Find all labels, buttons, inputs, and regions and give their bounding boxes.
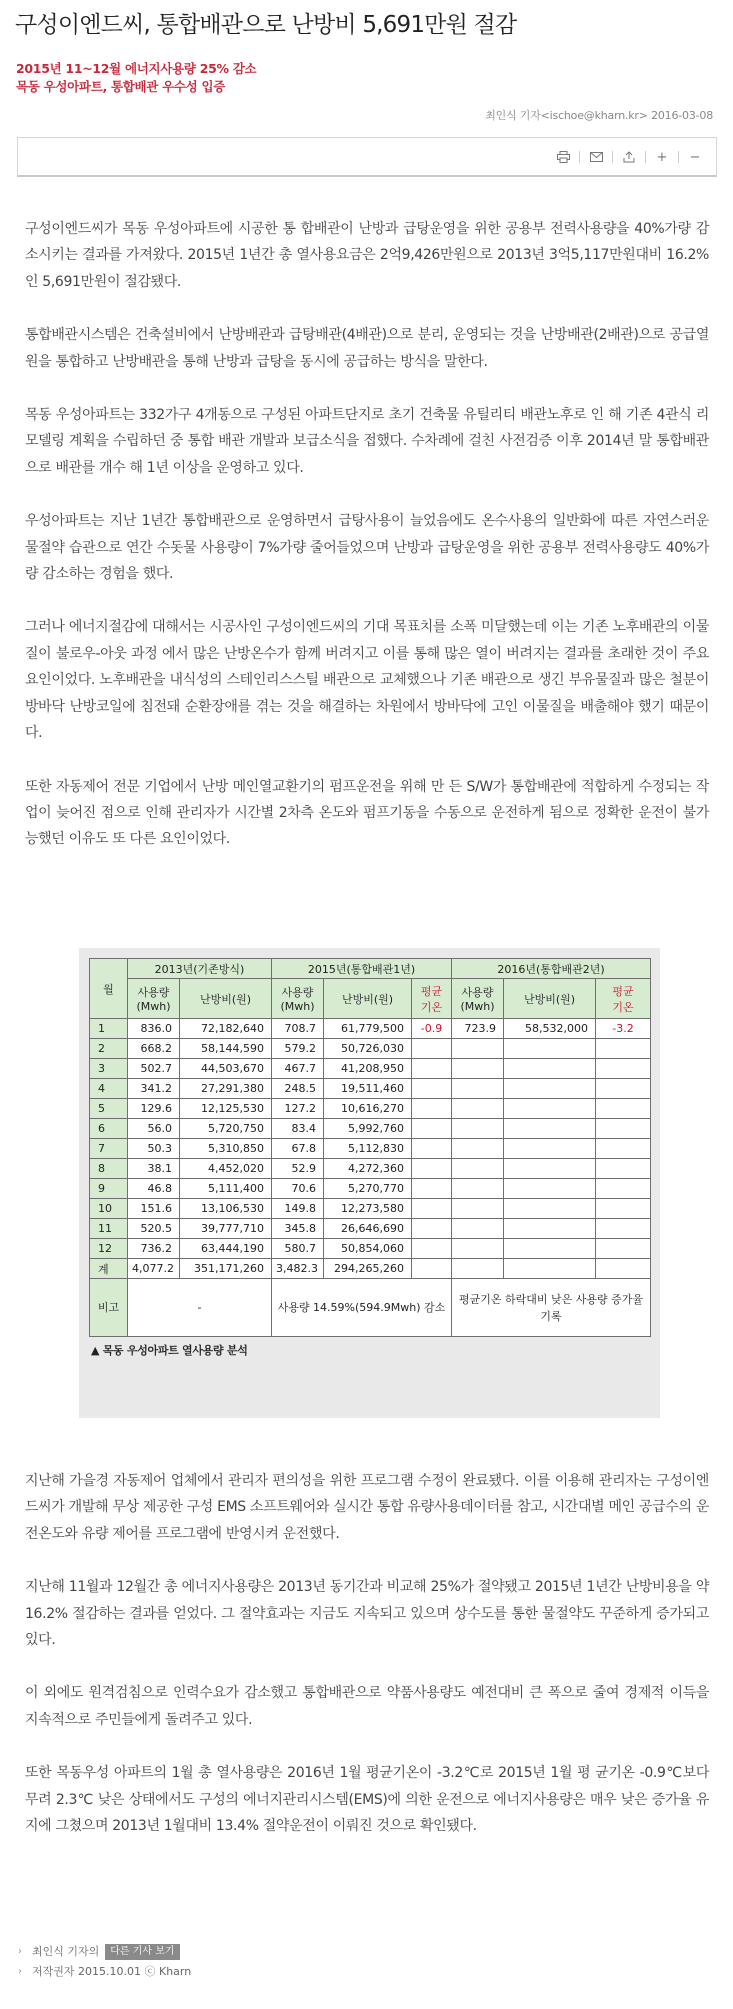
article-toolbar	[17, 137, 717, 177]
paragraph: 그러나 에너지절감에 대해서는 시공사인 구성이엔드씨의 기대 목표치를 소폭 미달했는데 이는 기존 노후배관의 이물질이 불로우-아웃 과정 에서 많은 난방온수가 함께 버려지고 이를 통해 많은 열이 버려지는 결과를 초래한 것이 주요 요인이었다. 노후배관을 내식성의 스테인리스스틸 배관으로 교체했으나 기존 배관으로 생긴 부유물질과 많은 철분이 방바닥 난방코일에 침전돼 순환장애를 겪는 것을 해결하는 차원에서 방바닥에 고인 이물질을 배출해야 했기 때문이다.	[25, 619, 709, 742]
table-cell: 5,310,850	[180, 1139, 272, 1159]
month-cell: 1	[90, 1019, 128, 1039]
col-header-2013: 2013년(기존방식)	[128, 959, 272, 979]
bigo-label: 비고	[90, 1279, 128, 1337]
article-footer	[18, 1942, 191, 1982]
table-cell	[452, 1239, 504, 1259]
table-cell: 39,777,710	[180, 1219, 272, 1239]
table-cell: 723.9	[452, 1019, 504, 1039]
table-row	[90, 1219, 651, 1239]
table-cell: 836.0	[128, 1019, 180, 1039]
table-cell	[452, 1259, 504, 1279]
month-cell: 7	[90, 1139, 128, 1159]
table-cell	[412, 1059, 452, 1079]
share-icon[interactable]	[616, 146, 642, 168]
paragraph: 우성아파트는 지난 1년간 통합배관으로 운영하면서 급탕사용이 늘었음에도 온수사용의 일반화에 따른 자연스러운 물절약 습관으로 연간 수돗물 사용량이 7%가량 줄어들었으며 난방과 급탕운영을 위한 공용부 전력사용량도 40%가량 감소하는 경험을 했다.	[25, 513, 709, 583]
table-row	[90, 1139, 651, 1159]
article-subtitles	[16, 60, 256, 96]
paragraph: 지난해 가을경 자동제어 업체에서 관리자 편의성을 위한 프로그램 수정이 완료됐다. 이를 이용해 관리자는 구성이엔드씨가 개발해 무상 제공한 구성 EMS 소프트웨어와 실시간 통합 유량사용데이터를 참고, 시간대별 메인 공급수의 운전온도와 유량 제어를 프로그램에 반영시켜 운전했다.	[25, 1473, 709, 1542]
energy-table-figure	[79, 948, 660, 1418]
table-cell: 50.3	[128, 1139, 180, 1159]
table-cell	[412, 1079, 452, 1099]
font-increase-button[interactable]: +	[656, 149, 668, 165]
table-cell: 10,616,270	[324, 1099, 412, 1119]
table-cell: 44,503,670	[180, 1059, 272, 1079]
table-row	[90, 1199, 651, 1219]
reporter-line	[18, 1942, 191, 1962]
table-cell	[596, 1139, 651, 1159]
article-title: 구성이엔드씨, 통합배관으로 난방비 5,691만원 절감	[15, 12, 517, 38]
table-cell: 67.8	[272, 1139, 324, 1159]
table-cell: 50,726,030	[324, 1039, 412, 1059]
table-cell: 58,532,000	[504, 1019, 596, 1039]
table-cell	[596, 1119, 651, 1139]
bigo-2013: -	[128, 1279, 272, 1337]
table-cell	[504, 1079, 596, 1099]
toolbar-divider	[612, 151, 613, 163]
table-cell: 46.8	[128, 1179, 180, 1199]
bullet-arrow-icon: ›	[18, 1966, 22, 1977]
table-cell	[412, 1099, 452, 1119]
table-row	[90, 1179, 651, 1199]
table-cell	[504, 1099, 596, 1119]
table-cell: 70.6	[272, 1179, 324, 1199]
col-header-2015: 2015년(통합배관1년)	[272, 959, 452, 979]
month-cell: 5	[90, 1099, 128, 1119]
table-cell: 520.5	[128, 1219, 180, 1239]
byline: 최인식 기자<ischoe@kharn.kr> 2016-03-08	[485, 109, 713, 122]
month-cell: 9	[90, 1179, 128, 1199]
table-cell	[452, 1059, 504, 1079]
table-row	[90, 1239, 651, 1259]
table-cell: 248.5	[272, 1079, 324, 1099]
table-cell	[452, 1139, 504, 1159]
paragraph: 통합배관시스템은 건축설비에서 난방배관과 급탕배관(4배관)으로 분리, 운영되는 것을 난방배관(2배관)으로 공급열원을 통합하고 난방배관을 통해 난방과 급탕을 동시에 공급하는 방식을 말한다.	[25, 327, 709, 370]
month-cell: 3	[90, 1059, 128, 1079]
table-cell	[504, 1259, 596, 1279]
table-cell: 345.8	[272, 1219, 324, 1239]
table-cell: 4,452,020	[180, 1159, 272, 1179]
col-header-usage: 사용량 (Mwh)	[452, 979, 504, 1019]
table-cell	[596, 1079, 651, 1099]
copyright-line	[18, 1962, 191, 1982]
toolbar-divider	[579, 151, 580, 163]
reporter-name: 최인식 기자의	[32, 1945, 100, 1958]
table-cell: -3.2	[596, 1019, 651, 1039]
table-cell: 127.2	[272, 1099, 324, 1119]
paragraph: 지난해 11월과 12월간 총 에너지사용량은 2013년 동기간과 비교해 25%가 절약됐고 2015년 1년간 난방비용을 약 16.2% 절감하는 결과를 얻었다. 그 절약효과는 지금도 지속되고 있으며 상수도를 통한 물절약도 꾸준하게 증가되고 있다.	[25, 1579, 709, 1649]
table-row	[90, 1039, 651, 1059]
print-icon[interactable]	[550, 146, 576, 168]
table-cell: 52.9	[272, 1159, 324, 1179]
table-cell: 5,270,770	[324, 1179, 412, 1199]
bullet-arrow-icon: ›	[18, 1946, 22, 1957]
table-cell	[596, 1179, 651, 1199]
table-cell: 12,125,530	[180, 1099, 272, 1119]
table-cell: 708.7	[272, 1019, 324, 1039]
table-cell	[504, 1219, 596, 1239]
table-cell: 294,265,260	[324, 1259, 412, 1279]
table-cell	[452, 1119, 504, 1139]
table-cell	[412, 1139, 452, 1159]
table-cell: 12,273,580	[324, 1199, 412, 1219]
table-cell: 83.4	[272, 1119, 324, 1139]
table-cell	[412, 1039, 452, 1059]
table-cell: 41,208,950	[324, 1059, 412, 1079]
table-cell	[452, 1179, 504, 1199]
table-cell	[504, 1179, 596, 1199]
table-cell: 56.0	[128, 1119, 180, 1139]
table-cell: 38.1	[128, 1159, 180, 1179]
table-row	[90, 1259, 651, 1279]
table-cell: 580.7	[272, 1239, 324, 1259]
font-decrease-button[interactable]: −	[689, 149, 701, 165]
table-cell: 27,291,380	[180, 1079, 272, 1099]
month-cell: 6	[90, 1119, 128, 1139]
table-cell: 5,112,830	[324, 1139, 412, 1159]
table-cell: 26,646,690	[324, 1219, 412, 1239]
month-cell: 2	[90, 1039, 128, 1059]
subtitle-1: 2015년 11~12월 에너지사용량 25% 감소	[16, 61, 257, 76]
table-cell: 467.7	[272, 1059, 324, 1079]
table-cell	[504, 1059, 596, 1079]
table-cell: 151.6	[128, 1199, 180, 1219]
table-cell	[412, 1219, 452, 1239]
toolbar-buttons	[550, 146, 708, 168]
table-caption: ▲ 목동 우성아파트 열사용량 분석	[91, 1344, 248, 1357]
col-header-cost: 난방비(원)	[504, 979, 596, 1019]
table-row	[90, 1159, 651, 1179]
table-cell	[596, 1039, 651, 1059]
table-cell	[452, 1079, 504, 1099]
table-cell: 668.2	[128, 1039, 180, 1059]
toolbar-divider	[678, 151, 679, 163]
month-cell: 계	[90, 1259, 128, 1279]
col-header-2016: 2016년(통합배관2년)	[452, 959, 651, 979]
month-cell: 4	[90, 1079, 128, 1099]
energy-usage-table	[89, 958, 651, 1337]
table-cell	[504, 1199, 596, 1219]
copyright-text: 저작권자 2015.10.01 ⓒ Kharn	[32, 1965, 192, 1978]
table-cell	[596, 1239, 651, 1259]
bigo-2016: 평균기온 하락대비 낮은 사용량 증가율 기록	[452, 1279, 651, 1337]
table-cell: 5,992,760	[324, 1119, 412, 1139]
table-cell	[452, 1039, 504, 1059]
table-cell	[452, 1199, 504, 1219]
col-header-usage: 사용량 (Mwh)	[128, 979, 180, 1019]
table-cell: 5,111,400	[180, 1179, 272, 1199]
table-cell: 72,182,640	[180, 1019, 272, 1039]
table-cell	[504, 1119, 596, 1139]
table-cell: 502.7	[128, 1059, 180, 1079]
more-articles-button[interactable]: 다른 기사 보기	[105, 1944, 179, 1960]
table-cell	[504, 1159, 596, 1179]
table-cell	[596, 1219, 651, 1239]
paragraph: 또한 자동제어 전문 기업에서 난방 메인열교환기의 펌프운전을 위해 만 든 S/W가 통합배관에 적합하게 수정되는 작업이 늦어진 점으로 인해 관리자가 시간별 2차측 온도와 펌프기동을 수동으로 운전하게 됨으로 정확한 운전이 불가능했던 이유도 또 다른 요인이었다.	[25, 778, 709, 848]
table-cell: 341.2	[128, 1079, 180, 1099]
table-cell: 61,779,500	[324, 1019, 412, 1039]
month-cell: 11	[90, 1219, 128, 1239]
table-row	[90, 1059, 651, 1079]
table-row	[90, 1079, 651, 1099]
table-cell	[452, 1159, 504, 1179]
table-body	[90, 1019, 651, 1279]
table-cell: 149.8	[272, 1199, 324, 1219]
table-cell: 5,720,750	[180, 1119, 272, 1139]
table-cell: 58,144,590	[180, 1039, 272, 1059]
table-cell: 63,444,190	[180, 1239, 272, 1259]
bigo-2015: 사용량 14.59%(594.9Mwh) 감소	[272, 1279, 452, 1337]
col-header-month: 월	[90, 959, 128, 1019]
table-row	[90, 1099, 651, 1119]
article-body-part-1	[25, 216, 709, 880]
table-cell	[412, 1239, 452, 1259]
table-cell	[412, 1159, 452, 1179]
col-header-cost: 난방비(원)	[324, 979, 412, 1019]
month-cell: 10	[90, 1199, 128, 1219]
table-cell: -0.9	[412, 1019, 452, 1039]
paragraph: 구성이엔드씨가 목동 우성아파트에 시공한 통 합배관이 난방과 급탕운영을 위한 공용부 전력사용량을 40%가량 감소시키는 결과를 가져왔다. 2015년 1년간 총 열사용요금은 2억9,426만원으로 2013년 3억5,117만원대비 16.2%인 5,691만원이 절감됐다.	[25, 221, 709, 290]
table-cell	[504, 1039, 596, 1059]
month-cell: 12	[90, 1239, 128, 1259]
table-cell	[504, 1139, 596, 1159]
month-cell: 8	[90, 1159, 128, 1179]
table-cell	[412, 1259, 452, 1279]
table-cell	[412, 1119, 452, 1139]
article-body-part-2	[25, 1468, 709, 1866]
table-cell: 579.2	[272, 1039, 324, 1059]
paragraph: 또한 목동우성 아파트의 1월 총 열사용량은 2016년 1월 평균기온이 -3.2℃로 2015년 1월 평 균기온 -0.9℃보다 무려 2.3℃ 낮은 상태에서도 구성의 에너지관리시스템(EMS)에 의한 운전으로 에너지사용량은 매우 낮은 증가율 유지에 그쳤으며 2013년 1월대비 13.4% 절약운전이 이뤄진 것으로 확인됐다.	[25, 1765, 709, 1835]
table-cell: 13,106,530	[180, 1199, 272, 1219]
subtitle-2: 목동 우성아파트, 통합배관 우수성 입증	[16, 79, 226, 94]
table-cell: 351,171,260	[180, 1259, 272, 1279]
mail-icon[interactable]	[583, 146, 609, 168]
table-cell: 3,482.3	[272, 1259, 324, 1279]
table-cell	[596, 1199, 651, 1219]
table-cell: 4,077.2	[128, 1259, 180, 1279]
paragraph: 이 외에도 원격검침으로 인력수요가 감소했고 통합배관으로 약품사용량도 예전대비 큰 폭으로 줄여 경제적 이득을 지속적으로 주민들에게 돌려주고 있다.	[25, 1685, 709, 1728]
table-cell	[412, 1199, 452, 1219]
table-cell: 736.2	[128, 1239, 180, 1259]
table-row	[90, 1119, 651, 1139]
table-cell	[452, 1099, 504, 1119]
col-header-avg-temp: 평균 기온	[412, 979, 452, 1019]
table-cell: 50,854,060	[324, 1239, 412, 1259]
table-cell	[452, 1219, 504, 1239]
table-cell	[596, 1059, 651, 1079]
table-cell	[596, 1099, 651, 1119]
table-cell: 4,272,360	[324, 1159, 412, 1179]
col-header-usage: 사용량 (Mwh)	[272, 979, 324, 1019]
col-header-avg-temp: 평균 기온	[596, 979, 651, 1019]
paragraph: 목동 우성아파트는 332가구 4개동으로 구성된 아파트단지로 초기 건축물 유틸리티 배관노후로 인 해 기존 4관식 리모델링 계획을 수립하던 중 통합 배관 개발과 보급소식을 접했다. 수차례에 걸친 사전검증 이후 2014년 말 통합배관으로 배관를 개수 해 1년 이상을 운영하고 있다.	[25, 407, 709, 476]
table-cell: 19,511,460	[324, 1079, 412, 1099]
table-cell	[596, 1159, 651, 1179]
table-row	[90, 1019, 651, 1039]
table-cell	[412, 1179, 452, 1199]
toolbar-divider	[645, 151, 646, 163]
table-cell	[596, 1259, 651, 1279]
table-cell	[504, 1239, 596, 1259]
table-cell: 129.6	[128, 1099, 180, 1119]
col-header-cost: 난방비(원)	[180, 979, 272, 1019]
